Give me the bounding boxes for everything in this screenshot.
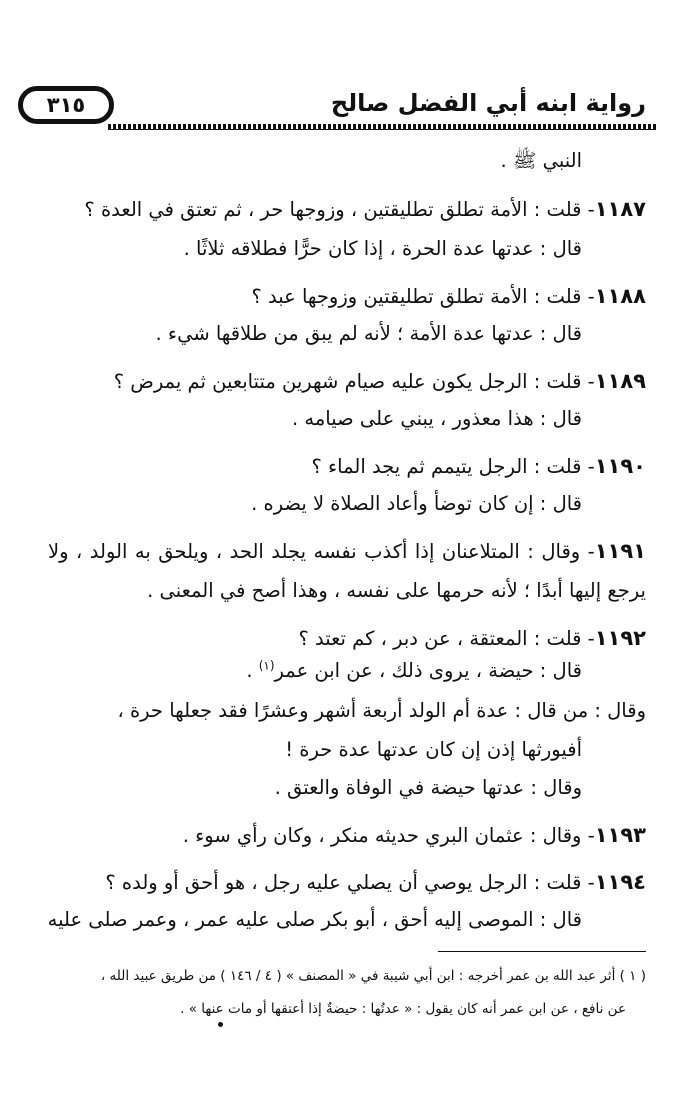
- text-line: قال : هذا معذور ، يبني على صيامه .: [291, 407, 582, 430]
- text-line: وقال : من قال : عدة أم الولد أربعة أشهر وعشرًا فقد جعلها حرة ،: [117, 699, 646, 722]
- text-end: .: [246, 659, 259, 682]
- entry-text: - قلت : الأمة تطلق تطليقتين ، وزوجها حر ، ثم تعتق في العدة ؟: [84, 198, 595, 221]
- page-mark: [218, 1022, 223, 1027]
- entry-text: - قلت : الرجل يتيمم ثم يجد الماء ؟: [311, 455, 595, 478]
- entry-1188: [251, 278, 646, 314]
- entry-number: ١١٨٧: [594, 197, 646, 221]
- entry-number: ١١٩١: [594, 539, 646, 563]
- entry-1189: [114, 363, 646, 399]
- entry-text: - قلت : المعتقة ، عن دبر ، كم تعتد ؟: [298, 627, 595, 650]
- entry-text: - وقال : عثمان البري حديثه منكر ، وكان رأي سوء .: [182, 824, 595, 847]
- footnote-1: ( ١ ) أثر عبد الله بن عمر أخرجه : ابن أبي شيبة في « المصنف » ( ٤ / ١٤٦ ) من طريق عبيد الله ،: [100, 968, 646, 984]
- entry-1193: [183, 817, 646, 853]
- entry-number: ١١٩٠: [594, 454, 646, 478]
- text-line: قال : عدتها عدة الأمة ؛ لأنه لم يبق من طلاقها شيء .: [155, 322, 582, 345]
- text-line: قال : الموصى إليه أحق ، أبو بكر صلى عليه عمر ، وعمر صلى عليه: [47, 908, 582, 931]
- text-line-with-footnote: [246, 653, 582, 689]
- entry-text: - قلت : الرجل يكون عليه صيام شهرين متتابعين ثم يمرض ؟: [113, 370, 595, 393]
- entry-1187: [84, 191, 646, 227]
- entry-number: ١١٨٩: [594, 369, 646, 393]
- entry-number: ١١٩٢: [594, 626, 646, 650]
- footnote-rule: [438, 951, 646, 952]
- header-rule: [108, 124, 656, 130]
- entry-1190: [311, 448, 646, 484]
- entry-text: - قلت : الرجل يوصي أن يصلي عليه رجل ، هو أحق أو ولده ؟: [105, 871, 595, 894]
- entry-text: - قلت : الأمة تطلق تطليقتين وزوجها عبد ؟: [251, 285, 595, 308]
- footnote-marker: (١): [258, 658, 275, 673]
- text: قال : حيضة ، يروى ذلك ، عن ابن عمر: [274, 659, 582, 682]
- text-line: وقال : عدتها حيضة في الوفاة والعتق .: [274, 776, 582, 799]
- page-number-badge: ٣١٥: [18, 86, 114, 124]
- running-head-title: رواية ابنه أبي الفضل صالح: [330, 89, 646, 117]
- entry-1192: [298, 620, 646, 656]
- entry-number: ١١٩٣: [594, 823, 646, 847]
- entry-number: ١١٩٤: [594, 870, 646, 894]
- text-line: يرجع إليها أبدًا ؛ لأنه حرمها على نفسه ، وهذا أصح في المعنى .: [147, 579, 646, 602]
- entry-text: - وقال : المتلاعنان إذا أكذب نفسه يجلد الحد ، ويلحق به الولد ، ولا: [48, 540, 595, 563]
- footnote-1-continued: عن نافع ، عن ابن عمر أنه كان يقول : « عدتُها : حيضةٌ إذا أعتقها أو مات عنها » .: [180, 1001, 626, 1017]
- text-line: أفيورثها إذن إن كان عدتها عدة حرة !: [285, 738, 582, 761]
- text-line: النبي ﷺ .: [500, 149, 582, 172]
- text-line: قال : عدتها عدة الحرة ، إذا كان حرًّا فطلاقه ثلاثًا .: [183, 237, 582, 260]
- entry-1191: [48, 533, 646, 569]
- entry-number: ١١٨٨: [594, 284, 646, 308]
- entry-1194: [105, 864, 646, 900]
- text-line: قال : إن كان توضأ وأعاد الصلاة لا يضره .: [251, 492, 582, 515]
